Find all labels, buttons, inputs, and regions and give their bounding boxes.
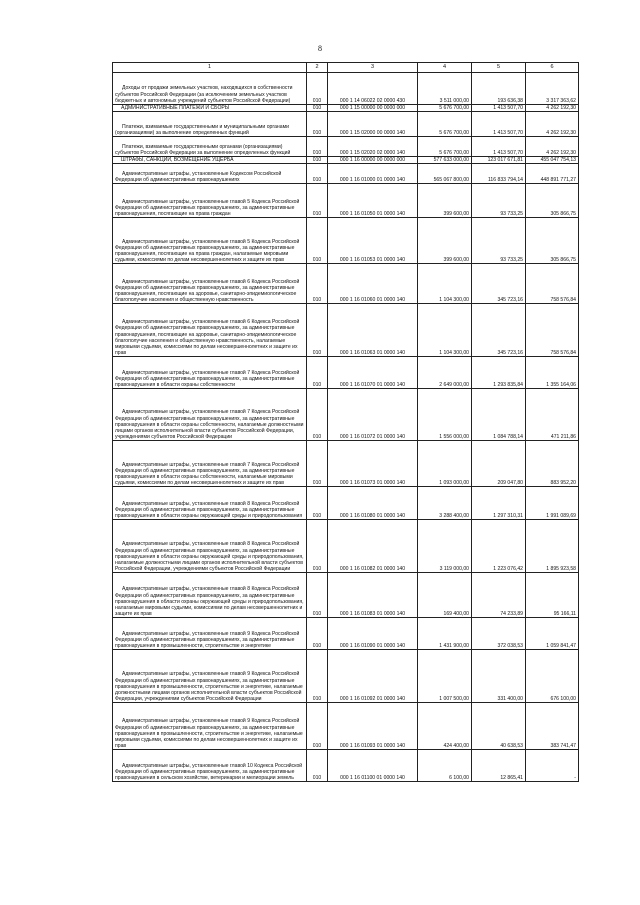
row-executed: 123 017 671,81 <box>472 157 526 164</box>
row-executed: 93 733,25 <box>472 218 526 264</box>
row-code: 010 <box>307 264 328 304</box>
row-remaining: 1 895 923,58 <box>526 520 579 573</box>
row-name: Административные штрафы, установленные главой 8 Кодекса Российской Федерации об административных правонарушениях, за административные правонарушения в области охраны окружающей среды и природопользования <box>115 500 303 520</box>
row-kbk: 000 1 15 02000 00 0000 140 <box>328 112 418 137</box>
table-row <box>113 520 579 573</box>
header-cell: 3 <box>328 63 418 73</box>
header-cell: 5 <box>472 63 526 73</box>
row-name: Административные штрафы, установленные главой 6 Кодекса Российской Федерации об административных правонарушениях, за административные правонарушения, посягающие на здоровье, санитарно-эпидемиологическое благополучие населения и общественную нравственность, налагаемые мировыми судьями, комиссиями по делам несовершеннолетних и защите их прав <box>115 319 300 357</box>
table-row <box>113 703 579 750</box>
row-remaining: 383 741,47 <box>526 703 579 750</box>
row-name: Административные штрафы, установленные главой 10 Кодекса Российской Федерации об административных правонарушениях, за административные правонарушения в сельском хозяйстве, ветеринарии и мелиорации земель <box>115 762 303 782</box>
row-plan: 1 007 500,00 <box>418 650 472 703</box>
row-code: 010 <box>307 304 328 357</box>
row-executed: 1 297 310,31 <box>472 487 526 520</box>
header-cell: 1 <box>113 63 307 73</box>
row-plan: 565 067 800,00 <box>418 164 472 184</box>
row-name-cell <box>113 520 307 573</box>
row-kbk: 000 1 16 01063 01 0000 140 <box>328 304 418 357</box>
row-remaining: 95 166,11 <box>526 573 579 618</box>
row-code: 010 <box>307 184 328 218</box>
row-name-cell <box>113 184 307 218</box>
row-name: Административные штрафы, установленные главой 5 Кодекса Российской Федерации об административных правонарушениях, за административные правонарушения, посягающие на права граждан, налагаемые мировыми судьями, комиссиями по делам несовершеннолетних и защите их прав <box>115 238 300 264</box>
row-name-cell <box>113 389 307 441</box>
row-code: 010 <box>307 650 328 703</box>
row-name-cell <box>113 73 307 105</box>
row-code: 010 <box>307 750 328 782</box>
row-name: Административные штрафы, установленные главой 8 Кодекса Российской Федерации об административных правонарушениях, за административные правонарушения в области охраны окружающей среды и природопользования, налагаемые должностными лицами органов исполнительной власти субъектов Российской Федерации, учреждениями субъектов Российской Федерации <box>115 541 304 573</box>
row-plan: 3 511 000,00 <box>418 73 472 105</box>
row-name: Доходы от продажи земельных участков, находящихся в собственности субъектов Российской Федерации (за исключением земельных участков бюджетных и автономных учреждений субъектов Российской Федерации) <box>115 85 293 104</box>
row-kbk: 000 1 16 01000 01 0000 140 <box>328 164 418 184</box>
table-row <box>113 441 579 487</box>
table-row <box>113 357 579 389</box>
table-row <box>113 650 579 703</box>
row-kbk: 000 1 14 06022 02 0000 430 <box>328 73 418 105</box>
row-name-cell <box>113 304 307 357</box>
row-kbk: 000 1 16 01100 01 0000 140 <box>328 750 418 782</box>
row-kbk: 000 1 16 01090 01 0000 140 <box>328 618 418 650</box>
row-remaining: 883 952,20 <box>526 441 579 487</box>
row-kbk: 000 1 15 00000 00 0000 000 <box>328 105 418 112</box>
row-kbk: 000 1 16 01053 01 0000 140 <box>328 218 418 264</box>
header-cell: 6 <box>526 63 579 73</box>
table-row <box>113 573 579 618</box>
row-kbk: 000 1 16 01050 01 0000 140 <box>328 184 418 218</box>
row-name: Административные штрафы, установленные главой 7 Кодекса Российской Федерации об административных правонарушениях, за административные правонарушения в области охраны собственности <box>115 369 300 389</box>
table-row <box>113 618 579 650</box>
row-name-cell <box>113 441 307 487</box>
row-executed: 209 047,80 <box>472 441 526 487</box>
row-code: 010 <box>307 441 328 487</box>
row-plan: 2 649 000,00 <box>418 357 472 389</box>
row-name-cell <box>113 164 307 184</box>
row-kbk: 000 1 16 01080 01 0000 140 <box>328 487 418 520</box>
row-remaining: 3 317 363,62 <box>526 73 579 105</box>
row-executed: 93 733,25 <box>472 184 526 218</box>
row-name-cell <box>113 157 307 164</box>
row-name: Административные штрафы, установленные Кодексом Российской Федерации об административных правонарушениях <box>115 171 282 184</box>
row-remaining: 305 866,75 <box>526 218 579 264</box>
row-name-cell <box>113 703 307 750</box>
row-code: 010 <box>307 164 328 184</box>
report-table <box>112 62 579 782</box>
table-header <box>113 63 579 73</box>
table-row <box>113 264 579 304</box>
row-name: Административные штрафы, установленные главой 7 Кодекса Российской Федерации об административных правонарушениях, за административные правонарушения в области охраны собственности, налагаемые должностными лицами органов исполнительной власти субъектов Российской Федерации, учреждениями субъектов Российской Федерации <box>115 409 304 441</box>
row-code: 010 <box>307 389 328 441</box>
row-remaining: 676 100,00 <box>526 650 579 703</box>
row-executed: 12 865,41 <box>472 750 526 782</box>
row-executed: 1 293 835,84 <box>472 357 526 389</box>
row-name: ШТРАФЫ, САНКЦИИ, ВОЗМЕЩЕНИЕ УЩЕРБА <box>121 157 234 164</box>
row-plan: 1 431 900,00 <box>418 618 472 650</box>
table-row <box>113 73 579 105</box>
row-executed: 345 723,16 <box>472 264 526 304</box>
row-code: 010 <box>307 703 328 750</box>
row-name-cell <box>113 264 307 304</box>
row-plan: 6 100,00 <box>418 750 472 782</box>
row-code: 010 <box>307 487 328 520</box>
table-row <box>113 750 579 782</box>
row-remaining: - <box>526 750 579 782</box>
row-name-cell <box>113 112 307 137</box>
row-remaining: 1 991 089,69 <box>526 487 579 520</box>
row-remaining: 1 059 841,47 <box>526 618 579 650</box>
header-row <box>113 63 579 73</box>
row-plan: 3 288 400,00 <box>418 487 472 520</box>
row-remaining: 4 262 192,30 <box>526 112 579 137</box>
row-name: Административные штрафы, установленные главой 9 Кодекса Российской Федерации об административных правонарушениях, за административные правонарушения в промышленности, строительстве и энергетике, налагаемые мировыми судьями, комиссиями по делам несовершеннолетних и защите их прав <box>115 718 303 750</box>
row-code: 010 <box>307 157 328 164</box>
row-name: Административные штрафы, установленные главой 8 Кодекса Российской Федерации об административных правонарушениях, за административные правонарушения в области охраны окружающей среды и природопользования, налагаемые мировыми судьями, комиссиями по делам несовершеннолетних и защите их прав <box>115 586 304 618</box>
row-executed: 1 223 076,42 <box>472 520 526 573</box>
row-code: 010 <box>307 105 328 112</box>
row-name: Платежи, взимаемые государственными и муниципальными органами (организациями) за выполнение определенных функций <box>115 123 289 136</box>
row-plan: 577 633 000,00 <box>418 157 472 164</box>
table-row <box>113 184 579 218</box>
row-executed: 193 636,38 <box>472 73 526 105</box>
row-name: Платежи, взимаемые государственными органами (организациями) субъектов Российской Федерации за выполнение определенных функций <box>115 143 291 156</box>
row-name: Административные штрафы, установленные главой 9 Кодекса Российской Федерации об административных правонарушениях, за административные правонарушения в промышленности, строительстве и энергетике, налагаемые должностными лицами органов исполнительной власти субъектов Российской Федерации, учреждениями субъектов Российской Федерации <box>115 671 303 703</box>
row-name: Административные штрафы, установленные главой 7 Кодекса Российской Федерации об административных правонарушениях, за административные правонарушения в области охраны собственности, налагаемые мировыми судьями, комиссиями по делам несовершеннолетних и защите их прав <box>115 461 300 487</box>
row-name-cell <box>113 618 307 650</box>
row-name-cell <box>113 487 307 520</box>
row-name-cell <box>113 357 307 389</box>
row-remaining: 455 047 754,13 <box>526 157 579 164</box>
row-name: Административные штрафы, установленные главой 9 Кодекса Российской Федерации об административных правонарушениях, за административные правонарушения в промышленности, строительстве и энергетике <box>115 630 300 650</box>
row-plan: 1 104 300,00 <box>418 264 472 304</box>
table-row <box>113 389 579 441</box>
row-executed: 1 413 507,70 <box>472 112 526 137</box>
table-row <box>113 105 579 112</box>
table-body <box>113 73 579 782</box>
row-name-cell <box>113 650 307 703</box>
row-code: 010 <box>307 573 328 618</box>
row-code: 010 <box>307 357 328 389</box>
row-plan: 399 600,00 <box>418 184 472 218</box>
row-code: 010 <box>307 218 328 264</box>
row-name-cell <box>113 105 307 112</box>
row-kbk: 000 1 16 00000 00 0000 000 <box>328 157 418 164</box>
header-cell: 4 <box>418 63 472 73</box>
row-plan: 1 556 000,00 <box>418 389 472 441</box>
row-plan: 169 400,00 <box>418 573 472 618</box>
row-kbk: 000 1 16 01072 01 0000 140 <box>328 389 418 441</box>
row-plan: 1 093 000,00 <box>418 441 472 487</box>
row-executed: 1 084 788,14 <box>472 389 526 441</box>
row-kbk: 000 1 16 01083 01 0000 140 <box>328 573 418 618</box>
table-row <box>113 157 579 164</box>
row-name: Административные штрафы, установленные главой 5 Кодекса Российской Федерации об административных правонарушениях, за административные правонарушения, посягающие на права граждан <box>115 198 300 218</box>
row-plan: 5 676 700,00 <box>418 112 472 137</box>
row-remaining: 305 866,75 <box>526 184 579 218</box>
row-plan: 5 676 700,00 <box>418 137 472 157</box>
row-executed: 372 038,53 <box>472 618 526 650</box>
row-executed: 74 233,89 <box>472 573 526 618</box>
row-code: 010 <box>307 520 328 573</box>
row-remaining: 1 355 164,06 <box>526 357 579 389</box>
header-cell: 2 <box>307 63 328 73</box>
row-kbk: 000 1 16 01093 01 0000 140 <box>328 703 418 750</box>
row-executed: 40 638,53 <box>472 703 526 750</box>
row-kbk: 000 1 16 01092 01 0000 140 <box>328 650 418 703</box>
row-executed: 331 400,00 <box>472 650 526 703</box>
row-name-cell <box>113 573 307 618</box>
row-executed: 116 833 794,14 <box>472 164 526 184</box>
row-remaining: 448 891 771,27 <box>526 164 579 184</box>
row-plan: 1 104 300,00 <box>418 304 472 357</box>
page-number: 8 <box>318 44 322 53</box>
row-code: 010 <box>307 618 328 650</box>
row-kbk: 000 1 16 01060 01 0000 140 <box>328 264 418 304</box>
row-name: АДМИНИСТРАТИВНЫЕ ПЛАТЕЖИ И СБОРЫ <box>121 105 230 111</box>
table-row <box>113 487 579 520</box>
row-executed: 345 723,16 <box>472 304 526 357</box>
row-kbk: 000 1 16 01082 01 0000 140 <box>328 520 418 573</box>
row-plan: 424 400,00 <box>418 703 472 750</box>
row-plan: 5 676 700,00 <box>418 105 472 112</box>
row-name-cell <box>113 750 307 782</box>
row-code: 010 <box>307 137 328 157</box>
row-executed: 1 413 507,70 <box>472 105 526 112</box>
row-remaining: 4 262 192,30 <box>526 105 579 112</box>
table-row <box>113 164 579 184</box>
table-row <box>113 112 579 137</box>
row-remaining: 758 576,84 <box>526 304 579 357</box>
table-row <box>113 137 579 157</box>
row-name: Административные штрафы, установленные главой 6 Кодекса Российской Федерации об административных правонарушениях, за административные правонарушения, посягающие на здоровье, санитарно-эпидемиологическое благополучие населения и общественную нравственность <box>115 278 300 304</box>
row-kbk: 000 1 16 01070 01 0000 140 <box>328 357 418 389</box>
row-plan: 399 600,00 <box>418 218 472 264</box>
table-row <box>113 218 579 264</box>
row-executed: 1 413 507,70 <box>472 137 526 157</box>
row-remaining: 4 262 192,30 <box>526 137 579 157</box>
table-row <box>113 304 579 357</box>
row-plan: 3 119 000,00 <box>418 520 472 573</box>
row-name-cell <box>113 137 307 157</box>
row-code: 010 <box>307 112 328 137</box>
row-code: 010 <box>307 73 328 105</box>
row-remaining: 758 576,84 <box>526 264 579 304</box>
row-kbk: 000 1 15 02020 02 0000 140 <box>328 137 418 157</box>
row-kbk: 000 1 16 01073 01 0000 140 <box>328 441 418 487</box>
row-remaining: 471 211,86 <box>526 389 579 441</box>
row-name-cell <box>113 218 307 264</box>
